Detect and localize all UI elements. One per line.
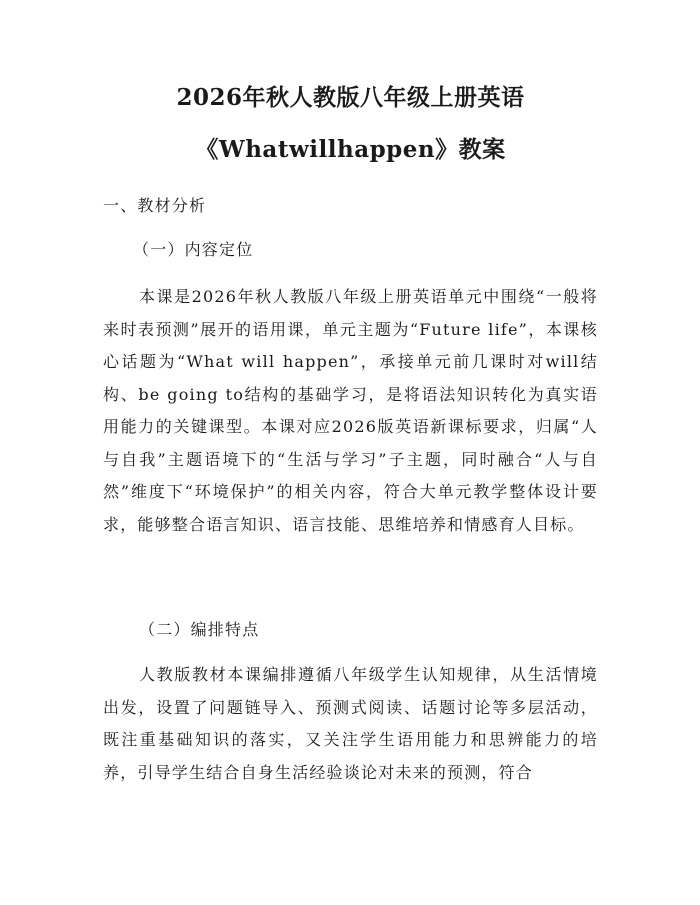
document-title-line-2: 《Whatwillhappen》教案 [195, 136, 506, 163]
paragraph-content-positioning: 本课是2026年秋人教版八年级上册英语单元中围绕“一般将来时表预测”展开的语用课，单元主题为“Future life”，本课核心话题为“What will happen”，承接单元前几课时对will结构、be going to结构的基础学习，是将语法知识转化为真实语用能力的关键课型。本课对应2026版英语新课标要求，归属“人与自我”主题语境下的“生活与学习”子主题，同时融合“人与自然”维度下“环境保护”的相关内容，符合大单元教学整体设计要求，能够整合语言知识、语言技能、思维培养和情感育人目标。 [103, 287, 598, 534]
subsection-heading-content-positioning: （一）内容定位 [133, 240, 254, 259]
document-title-line-1: 2026年秋人教版八年级上册英语 [176, 84, 525, 111]
section-heading-textbook-analysis: 一、教材分析 [103, 196, 207, 215]
subsection-heading-arrangement-features: （二）编排特点 [139, 620, 260, 639]
paragraph-arrangement-features: 人教版教材本课编排遵循八年级学生认知规律，从生活情境出发，设置了问题链导入、预测式阅读、话题讨论等多层活动，既注重基础知识的落实，又关注学生语用能力和思辨能力的培养，引导学生结合自身生活经验谈论对未来的预测，符合 [103, 665, 598, 782]
